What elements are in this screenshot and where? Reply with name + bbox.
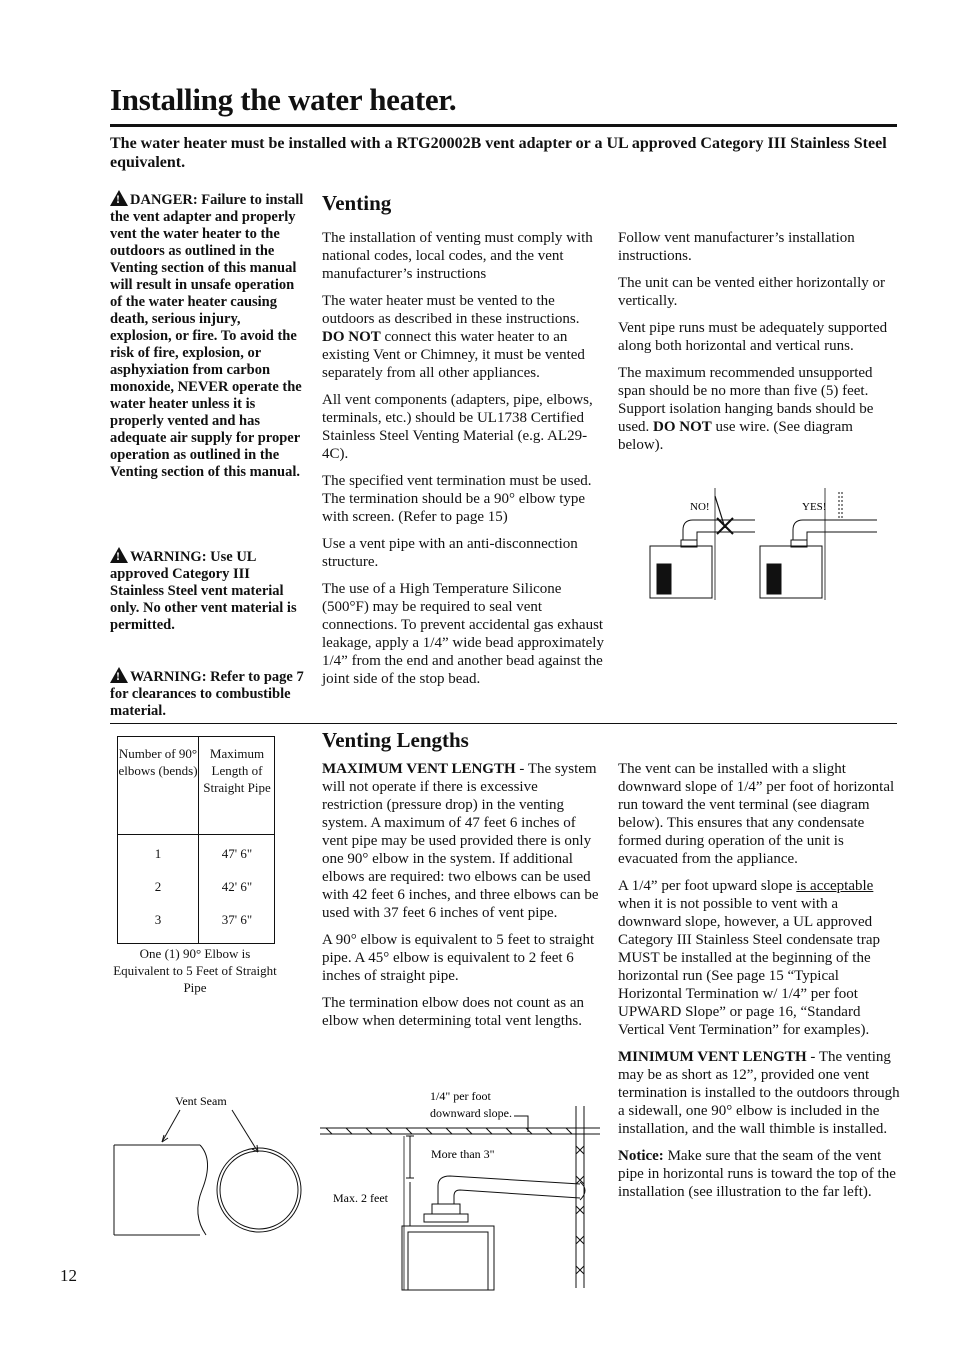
warning-notice-clearances — [110, 667, 305, 720]
vent-length-table — [117, 736, 275, 944]
lengths-paragraph: A 90° elbow is equivalent to 5 feet to straight pipe. A 45° elbow is equivalent to 2 feet 6 inches of straight pipe. — [322, 932, 595, 984]
lengths-paragraph — [322, 760, 602, 922]
table-cell: 47' 6" — [221, 846, 253, 861]
text-span: The maximum recommended unsupported span should be no more than five (5) feet. Support isolation hanging bands should be used. — [618, 365, 874, 435]
bold-text: DO NOT — [653, 419, 712, 435]
venting-lengths-heading: Venting Lengths — [322, 728, 469, 752]
venting-paragraph: The specified vent termination must be used. The termination should be a 90° elbow type with screen. (Refer to page 15) — [322, 473, 592, 525]
text-span: - The venting may be as short as 12”, provided one vent termination is installed to the outdoors through a sidewall, one 90° elbow is included in the installation, and the wall thimble is installed. — [618, 1049, 900, 1137]
intro-text: The water heater must be installed with a RTG20002B vent adapter or a UL approved Category III Stainless Steel equivalent. — [110, 135, 887, 171]
yes-label: YES! — [802, 501, 827, 513]
warning-notice-material — [110, 547, 305, 634]
venting-paragraph: The use of a High Temperature Silicone (500°F) may be required to seal vent connections. To prevent accidental gas exhaust leakage, apply a 1/4” wide bead approximately 1/4” from the end and another bead against the joint side of the stop bead. — [322, 581, 604, 687]
vent-seam-label: Vent Seam — [175, 1094, 227, 1108]
title-rule — [110, 124, 897, 127]
page-title: Installing the water heater. — [110, 82, 457, 117]
table-cell: 42' 6" — [221, 879, 253, 894]
venting-lengths-column-2 — [618, 760, 900, 1210]
lengths-paragraph — [618, 1048, 900, 1138]
table-cell: 37' 6" — [221, 912, 253, 927]
venting-paragraph: The installation of venting must comply with national codes, local codes, and the vent manufacturer’s instructions — [322, 230, 593, 282]
table-header-elbows: Number of 90° elbows (bends) — [118, 746, 198, 778]
venting-column-1 — [322, 229, 604, 697]
slope-diagram — [318, 1086, 604, 1292]
venting-paragraph: Follow vent manufacturer’s installation instructions. — [618, 230, 855, 264]
danger-text: DANGER: Failure to install the vent adapter and properly vent the water heater to the outdoors as outlined in the Venting section of this manual will result in unsafe operation of the water heater causing death, serious injury, explosion, or fire. To avoid the risk of fire, explosion, or asphyxiation from carbon monoxide, NEVER operate the water heater unless it is properly vented and has adequate air supply for proper operation as outlined in the Venting section of this manual. — [110, 192, 304, 480]
bold-text: Notice: — [618, 1148, 664, 1164]
warning-clearance-text: WARNING: Refer to page 7 for clearances to combustible material. — [110, 669, 304, 719]
text-span: A 1/4” per foot upward slope — [618, 878, 793, 894]
table-cell: 1 — [154, 846, 162, 861]
lengths-paragraph — [618, 877, 900, 1039]
venting-paragraph: The unit can be vented either horizontally or vertically. — [618, 275, 885, 309]
table-note: One (1) 90° Elbow is Equivalent to 5 Feet of Straight Pipe — [113, 946, 277, 995]
more-than-label: More than 3" — [431, 1147, 495, 1161]
lengths-paragraph — [618, 1147, 900, 1201]
lengths-paragraph: The termination elbow does not count as an elbow when determining total vent lengths. — [322, 995, 585, 1029]
text-span: - The system will not operate if there is excessive restriction (pressure drop) in the venting system. A maximum of 47 feet 6 inches of vent pipe may be used provided there is only one 90° elbow in the system. If additional elbows are required: two elbows can be used with 42 feet 6 inches, and three elbows can be used with 37 feet 6 inches of vent pipe. — [322, 761, 599, 921]
venting-heading: Venting — [322, 191, 392, 215]
venting-lengths-column-1 — [322, 760, 602, 1039]
page-number: 12 — [60, 1266, 77, 1285]
venting-paragraph: Vent pipe runs must be adequately supported along both horizontal and vertical runs. — [618, 320, 888, 354]
venting-paragraph: All vent components (adapters, pipe, elbows, terminals, etc.) should be UL1738 Certified Stainless Steel Venting Material (e.g. AL29-4C). — [322, 392, 593, 462]
danger-notice — [110, 190, 305, 481]
warning-triangle-icon — [110, 190, 128, 206]
venting-column-2 — [618, 229, 898, 463]
text-span: Make sure that the seam of the vent pipe in horizontal runs is toward the top of the installation (see illustration to the far left). — [618, 1148, 896, 1200]
text-span: connect this water heater to an existing Vent or Chimney, it must be vented separately from all other appliances. — [322, 329, 585, 381]
venting-paragraph: Use a vent pipe with an anti-disconnection structure. — [322, 536, 578, 570]
warning-triangle-icon — [110, 667, 128, 683]
lengths-paragraph: The vent can be installed with a slight downward slope of 1/4” per foot of horizontal run toward the vent terminal (see diagram below). This ensures that any condensate formed during operation of the unit is evacuated from the appliance. — [618, 761, 895, 867]
warning-material-text: WARNING: Use UL approved Category III Stainless Steel vent material only. No other vent material is permitted. — [110, 549, 297, 633]
max-length-label: Max. 2 feet — [333, 1191, 388, 1205]
table-cell: 2 — [154, 879, 162, 894]
text-span: use wire. (See diagram below). — [618, 419, 853, 453]
no-label: NO! — [690, 501, 710, 513]
bold-text: MAXIMUM VENT LENGTH — [322, 761, 516, 777]
venting-paragraph — [322, 292, 604, 382]
section-divider — [110, 723, 897, 724]
table-header-length: Maximum Length of Straight Pipe — [203, 746, 271, 795]
venting-paragraph — [618, 364, 898, 454]
underlined-text: is acceptable — [796, 878, 874, 894]
warning-triangle-icon — [110, 547, 128, 563]
bold-text: MINIMUM VENT LENGTH — [618, 1049, 807, 1065]
slope-label-line1: 1/4" per foot — [430, 1089, 491, 1103]
table-cell: 3 — [154, 912, 162, 927]
vent-support-diagram — [645, 488, 880, 600]
bold-text: DO NOT — [322, 329, 381, 345]
table-divider — [118, 834, 274, 835]
slope-label-line2: downward slope. — [430, 1106, 512, 1120]
text-span: The water heater must be vented to the outdoors as described in these instructions. — [322, 293, 580, 327]
text-span: when it is not possible to vent with a downward slope, however, a UL approved Category III Stainless Steel condensate trap MUST be installed at the beginning of the horizontal run (See page 15 “Typical Horizontal Termination w/ 1/4” per foot UPWARD Slope” or page 16, “Standard Vertical Vent Termination” for examples). — [618, 896, 881, 1038]
vent-seam-diagram — [110, 1090, 310, 1250]
